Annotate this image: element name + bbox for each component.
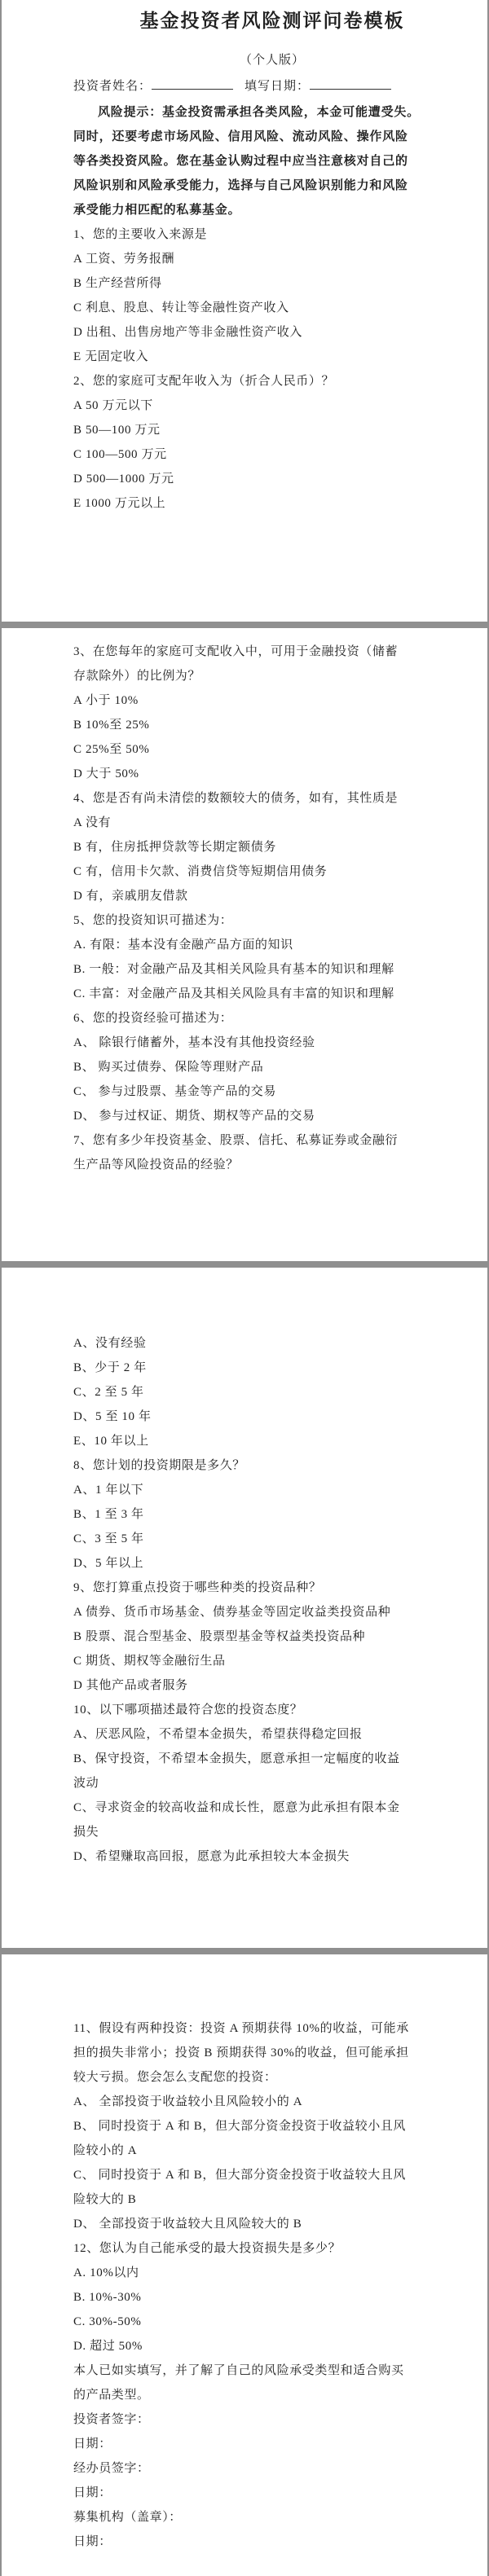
text-line: C 25%至 50%	[73, 743, 150, 756]
text-line: B、少于 2 年	[73, 1361, 147, 1374]
text-line: 等各类投资风险。您在基金认购过程中应当注意核对自己的	[73, 155, 408, 168]
text-line: 5、您的投资知识可描述为：	[73, 914, 233, 927]
text-line: C 利息、股息、转让等金融性资产收入	[73, 301, 289, 314]
text-line: C 期货、期权等金融衍生品	[73, 1655, 226, 1668]
text-line: C、3 至 5 年	[73, 1532, 144, 1545]
text-line: B 有，住房抵押贷款等长期定额债务	[73, 841, 276, 854]
text-line: D、 全部投资于收益较大且风险较大的 B	[73, 2218, 302, 2231]
text-line: A 50 万元以下	[73, 399, 153, 412]
text-line: A、没有经验	[73, 1337, 147, 1350]
text-line: 3、在您每年的家庭可支配收入中，可用于金融投资（储蓄	[73, 645, 399, 658]
page-4-questions	[73, 2016, 471, 2554]
text-line: A 小于 10%	[73, 694, 139, 707]
text-line: 承受能力相匹配的私募基金。	[73, 204, 241, 217]
text-line: C. 丰富：对金融产品及其相关风险具有丰富的知识和理解	[73, 987, 394, 1000]
text-line: A、厌恶风险，不希望本金损失，希望获得稳定回报	[73, 1728, 363, 1741]
text-line: 募集机构（盖章）：	[73, 2511, 182, 2524]
text-line: A. 10%以内	[73, 2266, 139, 2279]
text-line: A. 有限：基本没有金融产品方面的知识	[73, 939, 293, 952]
text-line: A 工资、劳务报酬	[73, 253, 175, 266]
text-line: 经办员签字：	[73, 2462, 150, 2475]
text-line: 存款除外）的比例为？	[73, 670, 201, 683]
header-fields	[73, 77, 471, 95]
text-line: 6、您的投资经验可描述为：	[73, 1012, 233, 1025]
text-line: D 其他产品或者服务	[73, 1679, 188, 1692]
text-line: C、寻求资金的较高收益和成长性，愿意为此承担有限本金	[73, 1801, 400, 1814]
text-line: 日期：	[73, 2438, 112, 2451]
text-line: A 债券、货币市场基金、债券基金等固定收益类投资品种	[73, 1606, 391, 1619]
text-line: B、 购买过债券、保险等理财产品	[73, 1061, 264, 1074]
text-line: 生产品等风险投资品的经验？	[73, 1158, 239, 1172]
text-line: C、 参与过股票、基金等产品的交易	[73, 1085, 276, 1098]
text-line: 7、您有多少年投资基金、股票、信托、私募证券或金融衍	[73, 1134, 399, 1147]
text-line: E 1000 万元以上	[73, 497, 166, 510]
text-line: D 有，亲戚朋友借款	[73, 890, 188, 903]
text-line: D、希望赚取高回报，愿意为此承担较大本金损失	[73, 1850, 350, 1863]
text-line: D 大于 50%	[73, 767, 139, 780]
text-line: 日期：	[73, 2486, 112, 2499]
text-line: D、5 年以上	[73, 1557, 144, 1570]
text-line: B 50—100 万元	[73, 424, 161, 437]
text-line: 险较大的 B	[73, 2193, 137, 2206]
text-line: B、 同时投资于 A 和 B，但大部分资金投资于收益较小且风	[73, 2120, 407, 2133]
page-4	[2, 1954, 487, 2576]
text-line: B、保守投资，不希望本金损失，愿意承担一定幅度的收益	[73, 1752, 400, 1765]
text-line: 4、您是否有尚未清偿的数额较大的债务，如有，其性质是	[73, 792, 399, 805]
document-title: 基金投资者风险测评问卷模板	[139, 11, 405, 31]
text-line: C 100—500 万元	[73, 448, 167, 461]
text-line: 本人已如实填写，并了解了自己的风险承受类型和适合购买	[73, 2364, 404, 2377]
text-line: 11、假设有两种投资：投资 A 预期获得 10%的收益，可能承	[73, 2022, 409, 2035]
text-line: 较大亏损。您会怎么支配您的投资：	[73, 2071, 277, 2084]
text-line: D 500—1000 万元	[73, 473, 174, 486]
text-line: E 无固定收入	[73, 350, 149, 363]
document-subtitle: （个人版）	[239, 54, 305, 67]
text-line: 日期：	[73, 2535, 112, 2548]
text-line: B. 一般：对金融产品及其相关风险具有基本的知识和理解	[73, 963, 394, 976]
text-line: 8、您计划的投资期限是多久？	[73, 1459, 245, 1472]
text-line: D. 超过 50%	[73, 2340, 143, 2353]
page-1	[2, 0, 487, 622]
page-3-questions	[73, 1331, 471, 1869]
text-line: B 生产经营所得	[73, 277, 162, 290]
text-line: B 10%至 25%	[73, 719, 150, 732]
text-line: 风险识别和风险承受能力，选择与自己风险识别能力和风险	[73, 179, 408, 192]
text-line: C、2 至 5 年	[73, 1386, 144, 1399]
text-line: 10、以下哪项描述最符合您的投资态度？	[73, 1703, 303, 1717]
page-2	[2, 628, 487, 1261]
text-line: 9、您打算重点投资于哪些种类的投资品种？	[73, 1581, 322, 1594]
text-line: E、10 年以上	[73, 1435, 149, 1448]
text-line: 担的损失非常小；投资 B 预期获得 30%的收益，但可能承担	[73, 2046, 409, 2059]
text-line: 风险提示：基金投资需承担各类风险，本金可能遭受失。	[98, 106, 421, 119]
text-line: 波动	[73, 1777, 99, 1790]
fill-date-label: 填写日期：	[244, 80, 311, 93]
text-line: B 股票、混合型基金、股票型基金等权益类投资品种	[73, 1630, 366, 1643]
text-line: D、5 至 10 年	[73, 1410, 152, 1423]
text-line: 2、您的家庭可支配年收入为（折合人民币）？	[73, 375, 335, 388]
text-line: 的产品类型。	[73, 2389, 150, 2402]
text-line: 同时，还要考虑市场风险、信用风险、流动风险、操作风险	[73, 130, 408, 143]
text-line: 损失	[73, 1826, 99, 1839]
text-line: 12、您认为自己能承受的最大投资损失是多少？	[73, 2242, 341, 2255]
investor-name-blank	[152, 77, 233, 90]
text-line: D 出租、出售房地产等非金融性资产收入	[73, 326, 302, 339]
text-line: D、 参与过权证、期货、期权等产品的交易	[73, 1110, 315, 1123]
investor-name-label: 投资者姓名：	[73, 80, 152, 93]
page-1-questions	[73, 222, 471, 516]
text-line: 险较小的 A	[73, 2144, 138, 2157]
text-line: C 有，信用卡欠款、消费信贷等短期信用债务	[73, 865, 328, 878]
fill-date-blank	[310, 77, 391, 90]
text-line: B. 10%-30%	[73, 2291, 142, 2304]
text-line: 投资者签字：	[73, 2413, 150, 2426]
page-3	[2, 1268, 487, 1948]
text-line: B、1 至 3 年	[73, 1508, 144, 1521]
text-line: C. 30%-50%	[73, 2315, 142, 2328]
risk-notice	[73, 100, 471, 222]
text-line: A、1 年以下	[73, 1484, 144, 1497]
text-line: A 没有	[73, 816, 112, 829]
page-2-questions	[73, 640, 471, 1177]
text-line: 1、您的主要收入来源是	[73, 228, 208, 241]
text-line: A、 除银行储蓄外，基本没有其他投资经验	[73, 1036, 315, 1049]
text-line: C、 同时投资于 A 和 B，但大部分资金投资于收益较大且风	[73, 2169, 407, 2182]
text-line: A、 全部投资于收益较小且风险较小的 A	[73, 2095, 303, 2108]
